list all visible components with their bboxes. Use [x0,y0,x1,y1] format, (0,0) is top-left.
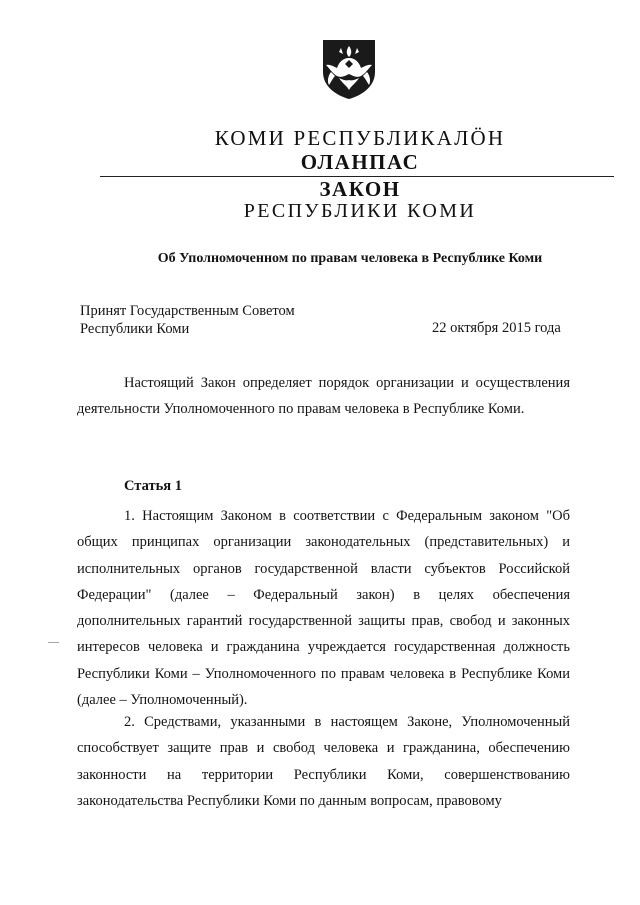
article-paragraph-2: 2. Средствами, указанными в настоящем Законе, Уполномоченный способствует защите прав и свобод человека и гражданина, обеспечению законности на территории Республики Коми, совершенствованию законодательства Республики Коми по данным вопросам, правовому [77,714,570,809]
adoption-block [80,302,295,338]
adoption-line-2: Республики Коми [80,321,190,337]
komi-title: КОМИ РЕСПУБЛИКАЛӦН [214,126,506,150]
margin-mark: — [48,636,59,648]
komi-coat-of-arms-icon [319,38,379,100]
russian-subtitle: РЕСПУБЛИКИ КОМИ [243,200,477,222]
article-paragraph-1: 1. Настоящим Законом в соответствии с Федеральным законом "Об общих принципах организации законодательных (представительных) и исполнительных органов государственной власти субъектов Российской Федерации" (далее – Федеральный закон) в целях обеспечения дополнительных гарантий государственной защиты прав, свобод и законных интересов человека и гражданина учреждается государственная должность Республики Коми – Уполномоченного по правам человека в Республике Коми (далее – Уполномоченный). [77,508,570,709]
article-heading: Статья 1 [124,478,182,494]
intro-paragraph: Настоящий Закон определяет порядок организации и осуществления деятельности Уполномоченного по правам человека в Республике Коми. [77,375,570,418]
komi-subtitle: ОЛАНПАС [300,150,420,174]
law-title: Об Уполномоченном по правам человека в Республике Коми [157,251,543,266]
adoption-line-1: Принят Государственным Советом [80,303,295,319]
adoption-date: 22 октября 2015 года [432,320,561,336]
russian-title: ЗАКОН [319,177,401,201]
